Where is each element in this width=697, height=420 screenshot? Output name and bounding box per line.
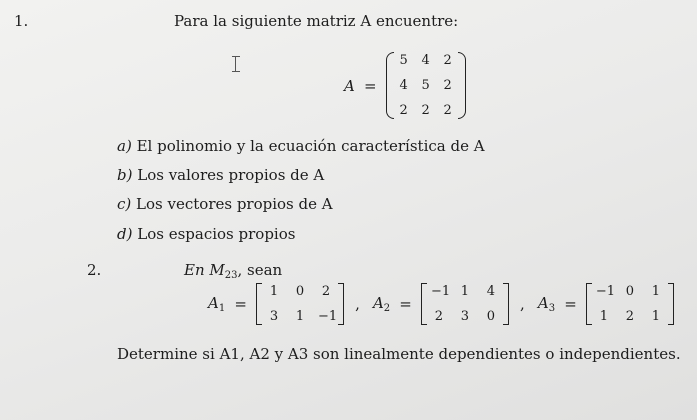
- item-d-text: Los espacios propios: [137, 225, 296, 243]
- intro-after: , sean: [237, 261, 283, 279]
- problem-1-number: 1.: [14, 12, 29, 30]
- matrix-a3: [586, 283, 674, 325]
- equals-sign: =: [564, 295, 577, 313]
- item-d: [117, 225, 295, 243]
- matrix-cell: 2: [443, 78, 452, 93]
- matrix-cell: −1: [595, 284, 616, 299]
- matrix-a3-name: $A_3$: [537, 294, 556, 314]
- right-paren: [458, 52, 466, 119]
- matrix-cell: 2: [421, 103, 430, 118]
- comma: ,: [355, 295, 360, 313]
- text-cursor-icon: [231, 56, 241, 72]
- matrix-cell: 4: [399, 78, 408, 93]
- item-c-text: Los vectores propios de A: [136, 195, 333, 213]
- right-bracket: [503, 283, 509, 325]
- item-b: [117, 166, 324, 184]
- item-b-label: b): [117, 166, 133, 184]
- matrix-cell: 3: [460, 309, 470, 324]
- matrix-a2-name: $A_2$: [372, 294, 391, 314]
- matrix-a1-name: $A_1$: [208, 294, 226, 314]
- equals-sign: =: [399, 295, 412, 313]
- matrix-cell: 3: [269, 309, 279, 324]
- matrix-a-name: A: [344, 76, 355, 95]
- matrix-cell: 1: [651, 309, 661, 324]
- item-c: [117, 195, 333, 213]
- matrix-cell: 1: [460, 284, 470, 299]
- matrix-cell: 4: [421, 53, 430, 68]
- matrix-cell: 2: [399, 103, 408, 118]
- item-a-label: a): [117, 137, 132, 155]
- equals-sign: =: [234, 295, 247, 313]
- matrix-cell: 2: [443, 53, 452, 68]
- item-d-label: d): [117, 225, 133, 243]
- item-a: [117, 137, 485, 155]
- problem-2-question: Determine si A1, A2 y A3 son linealmente dependientes o independientes.: [117, 345, 681, 363]
- matrix-a2: [421, 283, 509, 325]
- intro-text: En M: [184, 261, 225, 279]
- item-a-text: El polinomio y la ecuación característica de A: [136, 137, 485, 155]
- matrix-cell: 5: [421, 78, 430, 93]
- matrix-cell: 5: [399, 53, 408, 68]
- matrix-cell: 2: [434, 309, 444, 324]
- matrix-cell: −1: [430, 284, 451, 299]
- comma: ,: [520, 295, 525, 313]
- matrix-cell: 0: [625, 284, 635, 299]
- matrix-cell: −1: [317, 309, 338, 324]
- matrix-cell: 4: [486, 284, 496, 299]
- problem-2-number: 2.: [87, 261, 102, 279]
- matrix-cell: 1: [269, 284, 279, 299]
- problem-1-heading: Para la siguiente matriz A encuentre:: [174, 12, 459, 30]
- matrix-a: [344, 52, 466, 119]
- problem-2-intro: [184, 261, 282, 281]
- matrix-cell: 2: [321, 284, 331, 299]
- matrix-a-grid: [394, 52, 458, 119]
- matrix-cell: 2: [625, 309, 635, 324]
- right-bracket: [668, 283, 674, 325]
- matrix-cell: 0: [295, 284, 305, 299]
- matrix-a1: [256, 283, 344, 325]
- matrix-cell: 0: [486, 309, 496, 324]
- matrices-row: [208, 283, 674, 325]
- matrix-cell: 1: [599, 309, 609, 324]
- matrix-cell: 1: [651, 284, 661, 299]
- matrix-cell: 2: [443, 103, 452, 118]
- matrix-cell: 1: [295, 309, 305, 324]
- intro-subscript: 23: [224, 270, 238, 281]
- item-b-text: Los valores propios de A: [137, 166, 325, 184]
- left-paren: [386, 52, 394, 119]
- equals-sign: =: [363, 76, 377, 95]
- right-bracket: [338, 283, 344, 325]
- item-c-label: c): [117, 195, 132, 213]
